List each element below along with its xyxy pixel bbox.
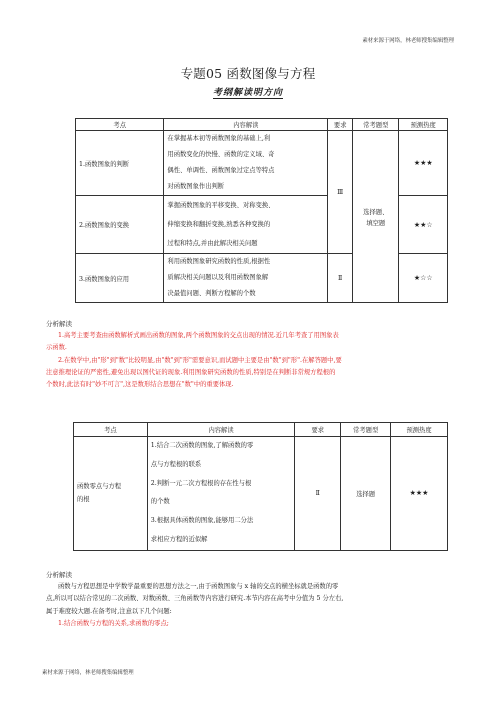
content-line: 求相应方程的近似解 [150,535,208,543]
th-requirement: 要求 [328,119,353,131]
content-line: 1.结合二次函数的图象,了解函数的零 [150,442,254,449]
th-heat: 预测热度 [399,119,448,131]
para-line: 注意推理论证的严密性,避免出现以图代证的现象.利用图象研究函数的性质,特别是在判断非常规方程根的 [46,368,336,376]
th-heat: 预测热度 [391,423,448,437]
para-line: 1.结合函数与方程的关系,求函数的零点; [58,619,169,627]
table-row [76,131,448,196]
syllabus-table-1 [75,118,448,303]
row-point [74,437,148,551]
analysis-label: 分析解读 [46,571,72,579]
analysis-paragraph [46,330,451,391]
content-line: 利用函数图象研究函数的性质,根据性 [167,258,271,265]
th-requirement: 要求 [295,423,341,437]
section-subtitle [0,85,496,98]
para-line: 函数与方程思想是中学数学最重要的思想方法之一,由于函数图象与 x 轴的交点的横坐标就是函数的零 [58,583,339,590]
content-line: 在掌握基本初等函数图象的基础上,利 [167,135,271,142]
content-line: 决最值问题、判断方程解的个数 [167,290,256,297]
para-line: 属于难度较大题.在备考时,注意以下几个问题: [46,607,172,615]
content-line: 3.根据具体函数的图象,能够用二分法 [150,517,254,525]
content-line: 对函数图象作出判断 [167,183,225,190]
type-line: 选择题、 [363,208,389,216]
heat-stars: ★★★ [391,437,448,551]
content-line: 质解决相关问题以及利用函数图象解 [167,274,269,281]
merged-requirement: Ⅲ [328,131,353,254]
row-requirement: Ⅱ [295,437,341,551]
th-point: 考点 [74,423,148,437]
subtitle-text: 考纲解读明方向 [212,88,283,98]
point-line: 函数零点与方程 [77,483,122,491]
para-line: 2.在数学中,由"形"到"数"比较明显,由"数"到"形"需要意识,而试题中主要是由"数"到"形".在解答题中,要 [58,356,342,364]
heat-stars: ★★★ [399,131,448,196]
th-question-type: 常考题型 [353,119,399,131]
th-content: 内容解读 [164,119,328,131]
content-line: 2.判断一元二次方程根的存在性与根 [150,479,252,487]
point-line: 的根 [77,496,90,504]
table-header-row [76,119,448,131]
analysis-label: 分析解读 [46,320,72,328]
para-line: 个数时,此法有时"妙不可言",这是数形结合思想在"数"中的重要体现. [46,381,234,389]
table-row [74,437,448,551]
row-point: 2.函数图象的变换 [76,196,164,254]
content-line: 用函数变化的快慢、函数的定义域、奇 [167,151,275,158]
heat-stars: ★☆☆ [399,254,448,303]
para-line: 示函数. [46,344,67,352]
row-point: 1.函数图象的判断 [76,131,164,196]
para-line: 1.高考主要考查由函数解析式画出函数的图象,两个函数图象的交点出现的情况.近几年考查了用图象表 [58,332,339,339]
content-line: 的个数 [150,498,170,506]
heat-stars: ★★☆ [399,196,448,254]
content-line: 掌握函数图象的平移变换、对称变换、 [167,202,275,209]
row-content [164,254,328,303]
type-line: 填空题 [366,219,386,227]
th-content: 内容解读 [147,423,295,437]
para-line: 点,所以可以结合常见的二次函数、对数函数、三角函数等内容进行研究.本节内容在高考中分值为 5 分左右, [46,595,344,603]
page-title: 专题05 函数图像与方程 [180,66,316,81]
table-header-row [74,423,448,437]
content-line: 点与方程根的联系 [150,460,202,468]
row-content [164,196,328,254]
th-point: 考点 [76,119,164,131]
content-line: 偶性、单调性、函数图象过定点等特点 [167,167,275,174]
th-question-type: 常考题型 [341,423,391,437]
analysis-paragraph [46,581,451,630]
row-point: 3.函数图象的应用 [76,254,164,303]
footer-note: 素材来源于网络，林老师搜集编辑整理 [42,670,134,676]
syllabus-table-2 [73,422,448,551]
row-content [164,131,328,196]
row-content [147,437,295,551]
content-line: 过程和特点,并由此解决相关问题 [167,240,258,247]
content-line: 伸缩变换和翻折变换,熟悉各种变换的 [167,221,271,228]
row-question-type: 选择题 [341,437,391,551]
merged-question-type [353,131,399,303]
header-note: 素材来源于网络，林老师搜集编辑整理 [362,38,454,44]
row-requirement: Ⅱ [328,254,353,303]
